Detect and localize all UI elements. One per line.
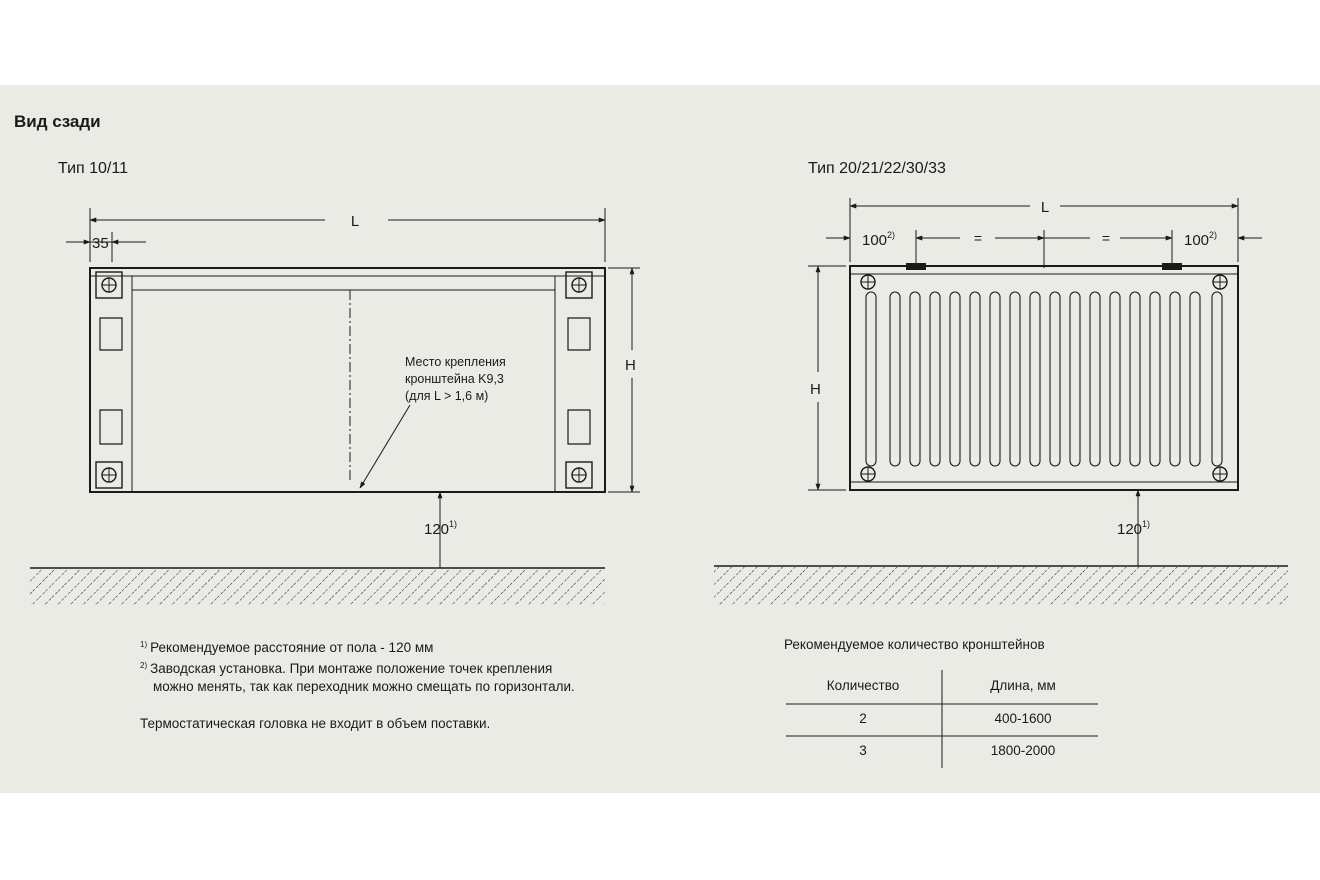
right-dim-equal-1-label: = (973, 230, 983, 246)
left-dim-L-label: L (350, 213, 360, 230)
table-header-length: Длина, мм (990, 678, 1056, 693)
right-radiator-drawing (714, 198, 1288, 605)
table-cell: 3 (859, 743, 867, 758)
footnote-2: $^{2)}$ Заводская установка. При монтаже положение точек крепления (140, 661, 553, 676)
bracket-table-title: Рекомендуемое количество кронштейнов (784, 637, 1045, 652)
right-dim-H-label: H (810, 381, 821, 398)
left-callout-line-2: кронштейна K9,3 (405, 372, 504, 386)
footnote-1: $^{1)}$ Рекомендуемое расстояние от пола - 120 мм (140, 640, 434, 655)
table-cell: 2 (859, 711, 867, 726)
table-cell: 400-1600 (994, 711, 1052, 726)
right-drawing-title: Тип 20/21/22/30/33 (808, 160, 946, 177)
right-dim-equal-2-label: = (1101, 230, 1111, 246)
right-dim-right-100-label: 100$^{2)}$ (1184, 230, 1218, 249)
thermostat-note: Термостатическая головка не входит в объем поставки. (140, 716, 491, 731)
footnote-2-continuation: можно менять, так как переходник можно смещать по горизонтали. (153, 679, 575, 694)
right-dim-left-100-label: 100$^{2)}$ (862, 230, 896, 249)
table-cell: 1800-2000 (990, 743, 1056, 758)
left-floor-gap-label: 120$^{1)}$ (424, 519, 458, 538)
footnotes (140, 636, 575, 733)
page-heading: Вид сзади (14, 112, 101, 131)
table-header-count: Количество (826, 678, 900, 693)
left-callout-line-3: (для L > 1,6 м) (405, 389, 489, 403)
left-callout-line-1: Место крепления (405, 355, 506, 369)
left-radiator-drawing (30, 208, 640, 605)
right-dim-L-label: L (1040, 199, 1050, 216)
right-floor-gap-label: 120$^{1)}$ (1117, 519, 1151, 538)
left-drawing-title: Тип 10/11 (58, 160, 128, 177)
left-dim-H-label: H (625, 357, 636, 374)
left-dim-35-label: 35 (92, 235, 109, 252)
